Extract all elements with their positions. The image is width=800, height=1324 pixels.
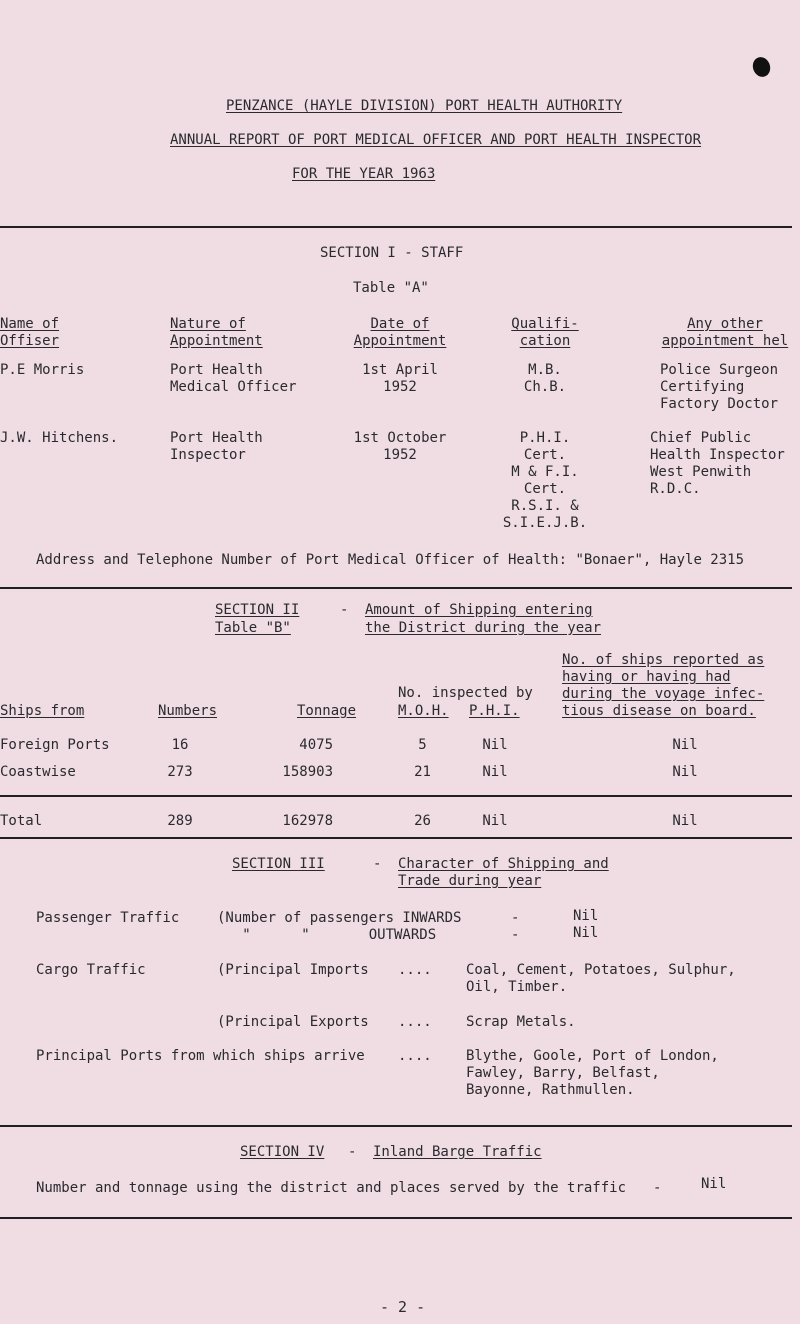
section3-title: SECTION III: [232, 856, 325, 872]
section2-title: SECTION II: [215, 602, 300, 618]
col-header-inspected: No. inspected by: [398, 685, 533, 701]
principal-ports-label: Principal Ports from which ships arrive: [36, 1048, 365, 1064]
total-infectious: Nil: [672, 813, 698, 829]
report-title: ANNUAL REPORT OF PORT MEDICAL OFFICER AND PORT HEALTH INSPECTOR: [170, 132, 702, 148]
col-header-name: Name of Offiser: [0, 316, 60, 349]
col-header-date: Date of Appointment: [353, 316, 447, 349]
staff-appointment: Port Health Inspector: [170, 430, 263, 463]
shipping-row-numbers: 273: [167, 764, 193, 780]
section4-subtitle: Inland Barge Traffic: [373, 1144, 542, 1160]
col-header-nature: Nature of Appointment: [170, 316, 263, 349]
shipping-row-origin: Coastwise: [0, 764, 76, 780]
page-number: - 2 -: [380, 1298, 426, 1316]
barge-traffic-line: Number and tonnage using the district and places served by the traffic: [36, 1180, 627, 1196]
principal-ports-value: Blythe, Goole, Port of London, Fawley, Barry, Belfast, Bayonne, Rathmullen.: [466, 1048, 719, 1098]
section1-title: SECTION I - STAFF: [320, 245, 464, 261]
passenger-traffic-detail: (Number of passengers INWARDS " " OUTWARDS: [217, 910, 462, 943]
shipping-row-phi: Nil: [482, 764, 508, 780]
staff-name: P.E Morris: [0, 362, 85, 378]
imports-dots: ....: [398, 962, 432, 978]
shipping-row-infectious: Nil: [672, 764, 698, 780]
report-year: FOR THE YEAR 1963: [292, 166, 436, 182]
barge-traffic-value: Nil: [701, 1176, 727, 1192]
shipping-row-origin: Foreign Ports: [0, 737, 110, 753]
passenger-traffic-label: Passenger Traffic: [36, 910, 180, 926]
shipping-row-tonnage: 4075: [299, 737, 333, 753]
total-tonnage: 162978: [282, 813, 333, 829]
col-header-qualification: Qualifi- cation: [511, 316, 579, 349]
ink-blot: [750, 55, 773, 80]
shipping-row-moh: 21: [414, 764, 431, 780]
passenger-traffic-values: Nil Nil: [573, 908, 599, 941]
exports-value: Scrap Metals.: [466, 1014, 576, 1030]
passenger-traffic-dashes: - -: [511, 910, 520, 943]
divider: [0, 837, 792, 839]
barge-traffic-dash: -: [653, 1180, 662, 1196]
section2-subtitle-2: the District during the year: [365, 620, 602, 636]
total-label: Total: [0, 813, 43, 829]
section4-title: SECTION IV: [240, 1144, 325, 1160]
shipping-row-tonnage: 158903: [282, 764, 333, 780]
total-phi: Nil: [482, 813, 508, 829]
total-moh: 26: [414, 813, 431, 829]
section4-dash: -: [348, 1144, 357, 1160]
total-numbers: 289: [167, 813, 193, 829]
staff-qualification: M.B. Ch.B.: [523, 362, 567, 395]
exports-label: (Principal Exports: [217, 1014, 369, 1030]
shipping-row-moh: 5: [418, 737, 427, 753]
imports-value: Coal, Cement, Potatoes, Sulphur, Oil, Timber.: [466, 962, 736, 995]
staff-name: J.W. Hitchens.: [0, 430, 119, 446]
col-header-other-appointment: Any other appointment hel: [661, 316, 789, 349]
staff-date: 1st October 1952: [353, 430, 447, 463]
shipping-row-infectious: Nil: [672, 737, 698, 753]
section2-dash: -: [340, 602, 349, 618]
exports-dots: ....: [398, 1014, 432, 1030]
divider: [0, 1217, 792, 1219]
col-header-tonnage: Tonnage: [297, 703, 357, 719]
col-header-infectious: No. of ships reported as having or having had during the voyage infec- tious disease on board.: [562, 652, 765, 719]
staff-appointment: Port Health Medical Officer: [170, 362, 297, 395]
section2-subtitle: Amount of Shipping entering: [365, 602, 593, 618]
cargo-traffic-label: Cargo Traffic: [36, 962, 146, 978]
authority-title: PENZANCE (HAYLE DIVISION) PORT HEALTH AUTHORITY: [226, 98, 623, 114]
section3-dash: -: [373, 856, 382, 872]
principal-ports-dots: ....: [398, 1048, 432, 1064]
staff-qualification: P.H.I. Cert. M & F.I. Cert. R.S.I. & S.I.E.J.B.: [502, 430, 588, 531]
staff-other-appointment: Chief Public Health Inspector West Penwith R.D.C.: [650, 430, 785, 497]
col-header-moh: M.O.H.: [398, 703, 449, 719]
col-header-ships-from: Ships from: [0, 703, 85, 719]
col-header-numbers: Numbers: [158, 703, 218, 719]
section1-table-label: Table "A": [353, 280, 429, 296]
section3-subtitle: Character of Shipping and Trade during year: [398, 856, 609, 889]
staff-other-appointment: Police Surgeon Certifying Factory Doctor: [660, 362, 779, 412]
divider: [0, 795, 792, 797]
section2-table-label: Table "B": [215, 620, 291, 636]
divider: [0, 1125, 792, 1127]
shipping-row-numbers: 16: [171, 737, 189, 753]
divider: [0, 587, 792, 589]
divider: [0, 226, 792, 228]
staff-date: 1st April 1952: [362, 362, 438, 395]
col-header-phi: P.H.I.: [469, 703, 520, 719]
address-line: Address and Telephone Number of Port Medical Officer of Health: "Bonaer", Hayle 2315: [36, 552, 745, 568]
imports-label: (Principal Imports: [217, 962, 369, 978]
shipping-row-phi: Nil: [482, 737, 508, 753]
